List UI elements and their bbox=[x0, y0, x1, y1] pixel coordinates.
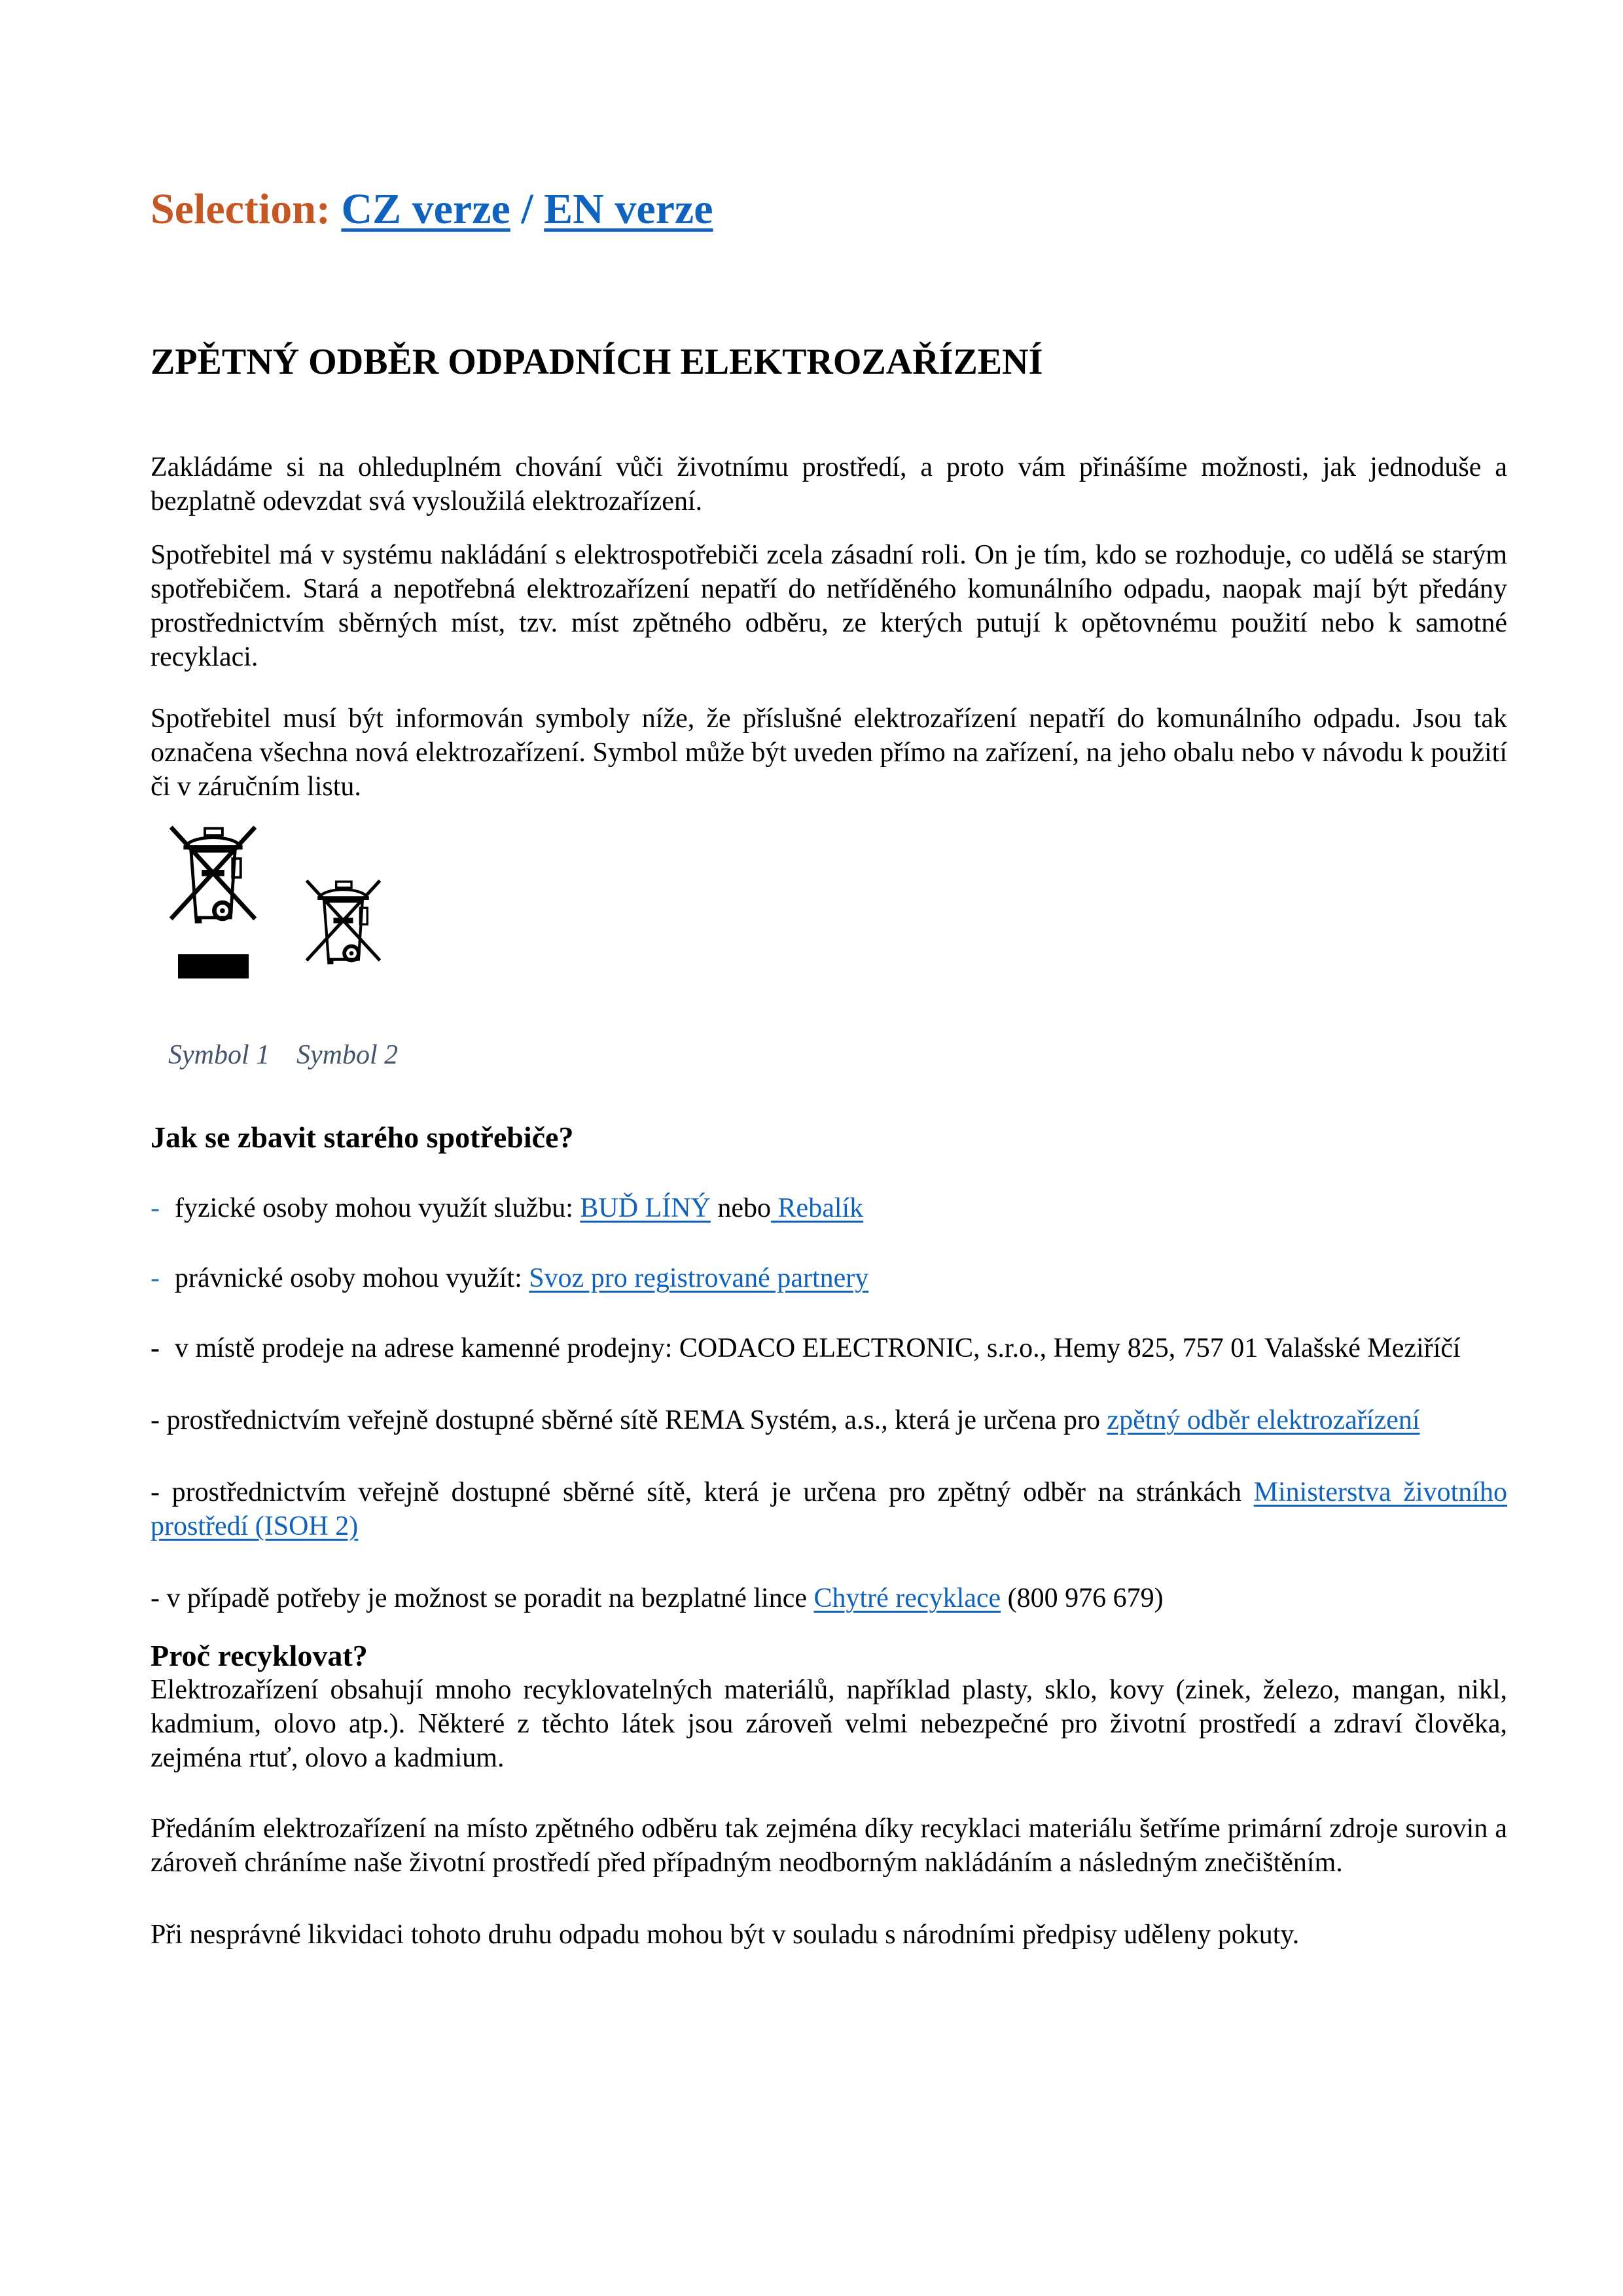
bullet-text: fyzické osoby mohou využít službu: bbox=[175, 1193, 580, 1223]
bullet-legal-persons bbox=[151, 1261, 1507, 1295]
symbol-captions-row bbox=[151, 1039, 1507, 1073]
symbol-1-caption: Symbol 1 bbox=[168, 1040, 270, 1070]
intro-paragraph-2: Spotřebitel má v systému nakládání s elektrospotřebiči zcela zásadní roli. On je tím, kdo se rozhoduje, co udělá se starým spotřebičem. Stará a nepotřebná elektrozařízení nepatří do netříděného komunálního odpadu, naopak mají být předány prostřednictvím sběrných míst, tzv. míst zpětného odběru, ze kterých putují k opětovnému použití nebo k samotné recyklaci. bbox=[151, 540, 1507, 672]
en-version-link[interactable]: EN verze bbox=[544, 185, 713, 233]
bullet-text: nebo bbox=[710, 1193, 772, 1223]
bullet-text: - v případě potřeby je možnost se poradit na bezplatné lince bbox=[151, 1583, 814, 1613]
bullet-dash: - bbox=[151, 1263, 160, 1293]
main-heading: ZPĚTNÝ ODBĚR ODPADNÍCH ELEKTROZAŘÍZENÍ bbox=[151, 342, 1043, 382]
zpetny-odber-link[interactable]: zpětný odběr elektrozařízení bbox=[1107, 1405, 1420, 1435]
bullet-text: právnické osoby mohou využít: bbox=[175, 1263, 529, 1293]
how-to-dispose-heading: Jak se zbavit starého spotřebiče? bbox=[151, 1121, 574, 1154]
why-recycle-paragraph: Elektrozařízení obsahují mnoho recyklovatelných materiálů, například plasty, sklo, kovy (zinek, železo, mangan, nikl, kadmium, olovo atp.). Některé z těchto látek jsou zároveň velmi nebezpečné pro životní prostředí a zdraví člověka, zejména rtuť, olovo a kadmium. bbox=[151, 1675, 1507, 1773]
intro-paragraph-1: Zakládáme si na ohleduplném chování vůči životnímu prostředí, a proto vám přinášíme možnosti, jak jednoduše a bezplatně odevzdat svá vysloužilá elektrozařízení. bbox=[151, 452, 1507, 516]
bullet-dash: - bbox=[151, 1193, 160, 1223]
benefit-paragraph: Předáním elektrozařízení na místo zpětného odběru tak zejména díky recyklaci materiálu šetříme primární zdroje surovin a zároveň chráníme naše životní prostředí před případným neodborným nakládáním a následným znečištěním. bbox=[151, 1814, 1507, 1878]
symbol-2-caption: Symbol 2 bbox=[296, 1040, 399, 1070]
bullet-physical-persons bbox=[151, 1191, 1507, 1225]
weee-black-bar bbox=[178, 954, 249, 978]
bullet-dash: - bbox=[151, 1333, 160, 1363]
language-selection-line bbox=[151, 183, 1507, 236]
selection-label: Selection: bbox=[151, 185, 330, 233]
chytra-recyklace-link[interactable]: Chytré recyklace bbox=[813, 1583, 1001, 1613]
hotline-number: (800 976 679) bbox=[1001, 1583, 1164, 1613]
bud-liny-link[interactable]: BUĎ LÍNÝ bbox=[580, 1193, 711, 1223]
bullet-text: v místě prodeje na adrese kamenné prodejny: CODACO ELECTRONIC, s.r.o., Hemy 825, 757 01 Valašské Meziříčí bbox=[175, 1333, 1461, 1363]
bullet-text: - prostřednictvím veřejně dostupné sběrné sítě, která je určena pro zpětný odběr na stránkách bbox=[151, 1477, 1254, 1507]
bullet-hotline bbox=[151, 1581, 1507, 1615]
weee-crossed-bin-icon bbox=[169, 823, 257, 933]
bullet-rema-system bbox=[151, 1403, 1507, 1437]
intro-paragraph-3: Spotřebitel musí být informován symboly níže, že příslušné elektrozařízení nepatří do komunálního odpadu. Jsou tak označena všechna nová elektrozařízení. Symbol může být uveden přímo na zařízení, na jeho obalu nebo v návodu k použití či v záručním listu. bbox=[151, 704, 1507, 802]
crossed-bin-icon bbox=[305, 874, 382, 976]
why-recycle-heading: Proč recyklovat? bbox=[151, 1639, 368, 1672]
fines-paragraph: Při nesprávné likvidaci tohoto druhu odpadu mohou být v souladu s národními předpisy uděleny pokuty. bbox=[151, 1920, 1300, 1950]
bullet-ministry bbox=[151, 1475, 1507, 1543]
cz-version-link[interactable]: CZ verze bbox=[341, 185, 510, 233]
svoz-partneri-link[interactable]: Svoz pro registrované partnery bbox=[529, 1263, 869, 1293]
ministerstvo-isoh-link[interactable]: Ministerstva životního prostředí (ISOH 2) bbox=[151, 1477, 1507, 1541]
bullet-point-of-sale bbox=[151, 1331, 1507, 1365]
document-content bbox=[151, 0, 1507, 1952]
selection-separator: / bbox=[510, 185, 544, 233]
weee-symbols-row bbox=[151, 823, 1507, 979]
bullet-text: - prostřednictvím veřejně dostupné sběrné sítě REMA Systém, a.s., která je určena pro bbox=[151, 1405, 1107, 1435]
rebalik-link[interactable]: Rebalík bbox=[771, 1193, 864, 1223]
